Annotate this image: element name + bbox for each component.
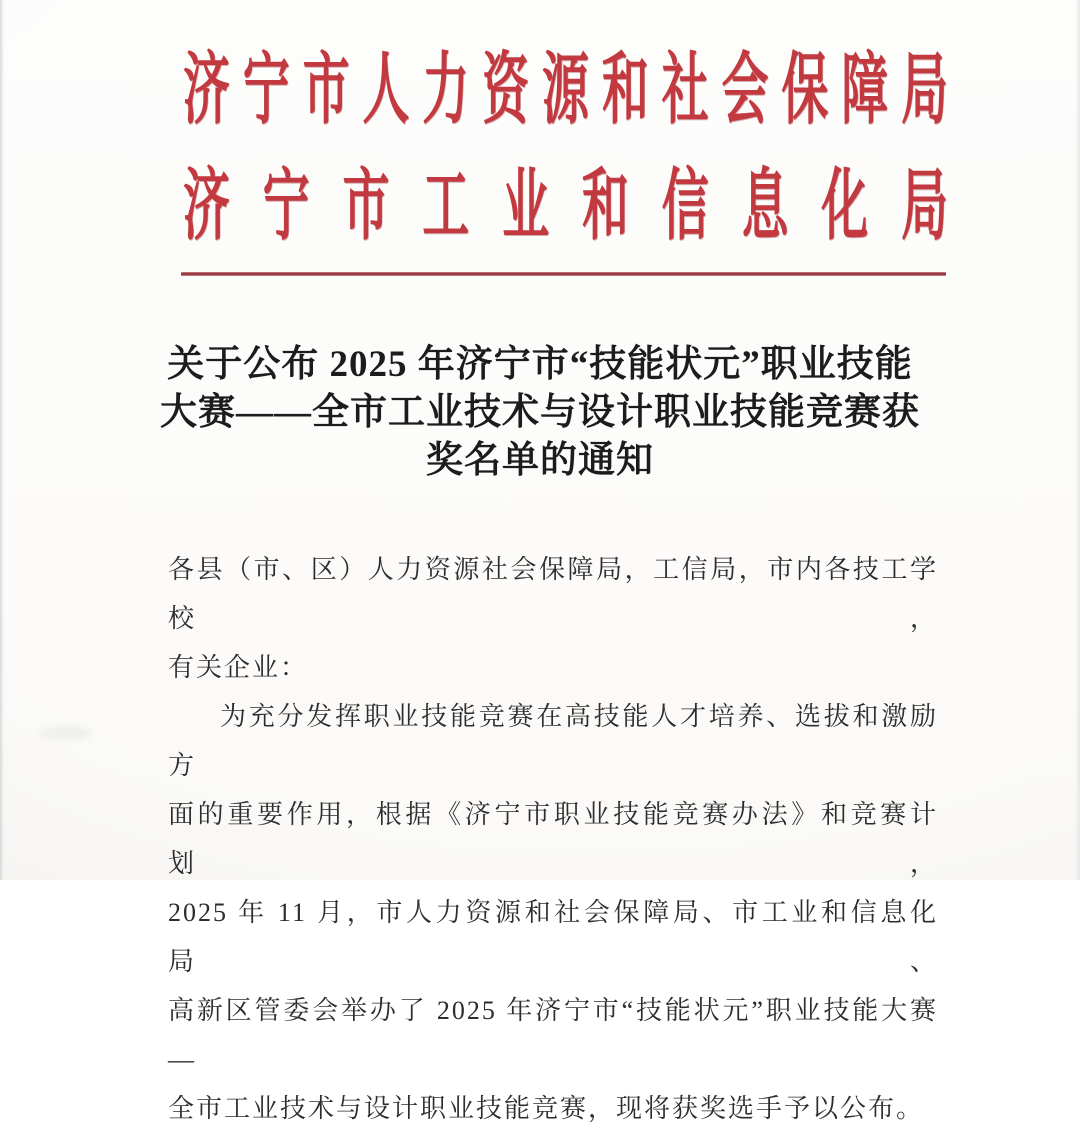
title-line-1: 关于公布 2025 年济宁市“技能状元”职业技能 xyxy=(167,344,913,385)
document-title xyxy=(150,341,930,485)
body-line-paragraph-5: 全市工业技术与设计职业技能竞赛，现将获奖选手予以公布。 xyxy=(168,1094,925,1123)
body-line-salutation-1: 各县（市、区）人力资源社会保障局，工信局，市内各技工学校， xyxy=(168,555,938,633)
issuing-agency-line1: 济宁市人力资源和社会保障局 xyxy=(183,46,948,133)
title-line-2: 大赛——全市工业技术与设计职业技能竞赛获 xyxy=(160,392,920,433)
title-line-3: 奖名单的通知 xyxy=(426,440,654,481)
page-edge-shadow-left xyxy=(0,0,4,880)
page-edge-shadow-right xyxy=(1075,0,1080,880)
body-line-paragraph-2: 面的重要作用，根据《济宁市职业技能竞赛办法》和竞赛计划， xyxy=(168,800,938,878)
body-line-paragraph-3: 2025 年 11 月，市人力资源和社会保障局、市工业和信息化局、 xyxy=(168,898,938,976)
document-body xyxy=(168,545,938,1133)
body-line-paragraph-1: 为充分发挥职业技能竞赛在高技能人才培养、选拔和激励方 xyxy=(168,702,938,780)
red-divider-line xyxy=(181,272,946,276)
paper-smudge xyxy=(40,726,92,740)
body-line-salutation-2: 有关企业： xyxy=(168,653,309,682)
body-line-paragraph-4: 高新区管委会举办了 2025 年济宁市“技能状元”职业技能大赛— xyxy=(168,996,938,1074)
issuing-agency-line2: 济宁市工业和信息化局 xyxy=(183,162,948,249)
